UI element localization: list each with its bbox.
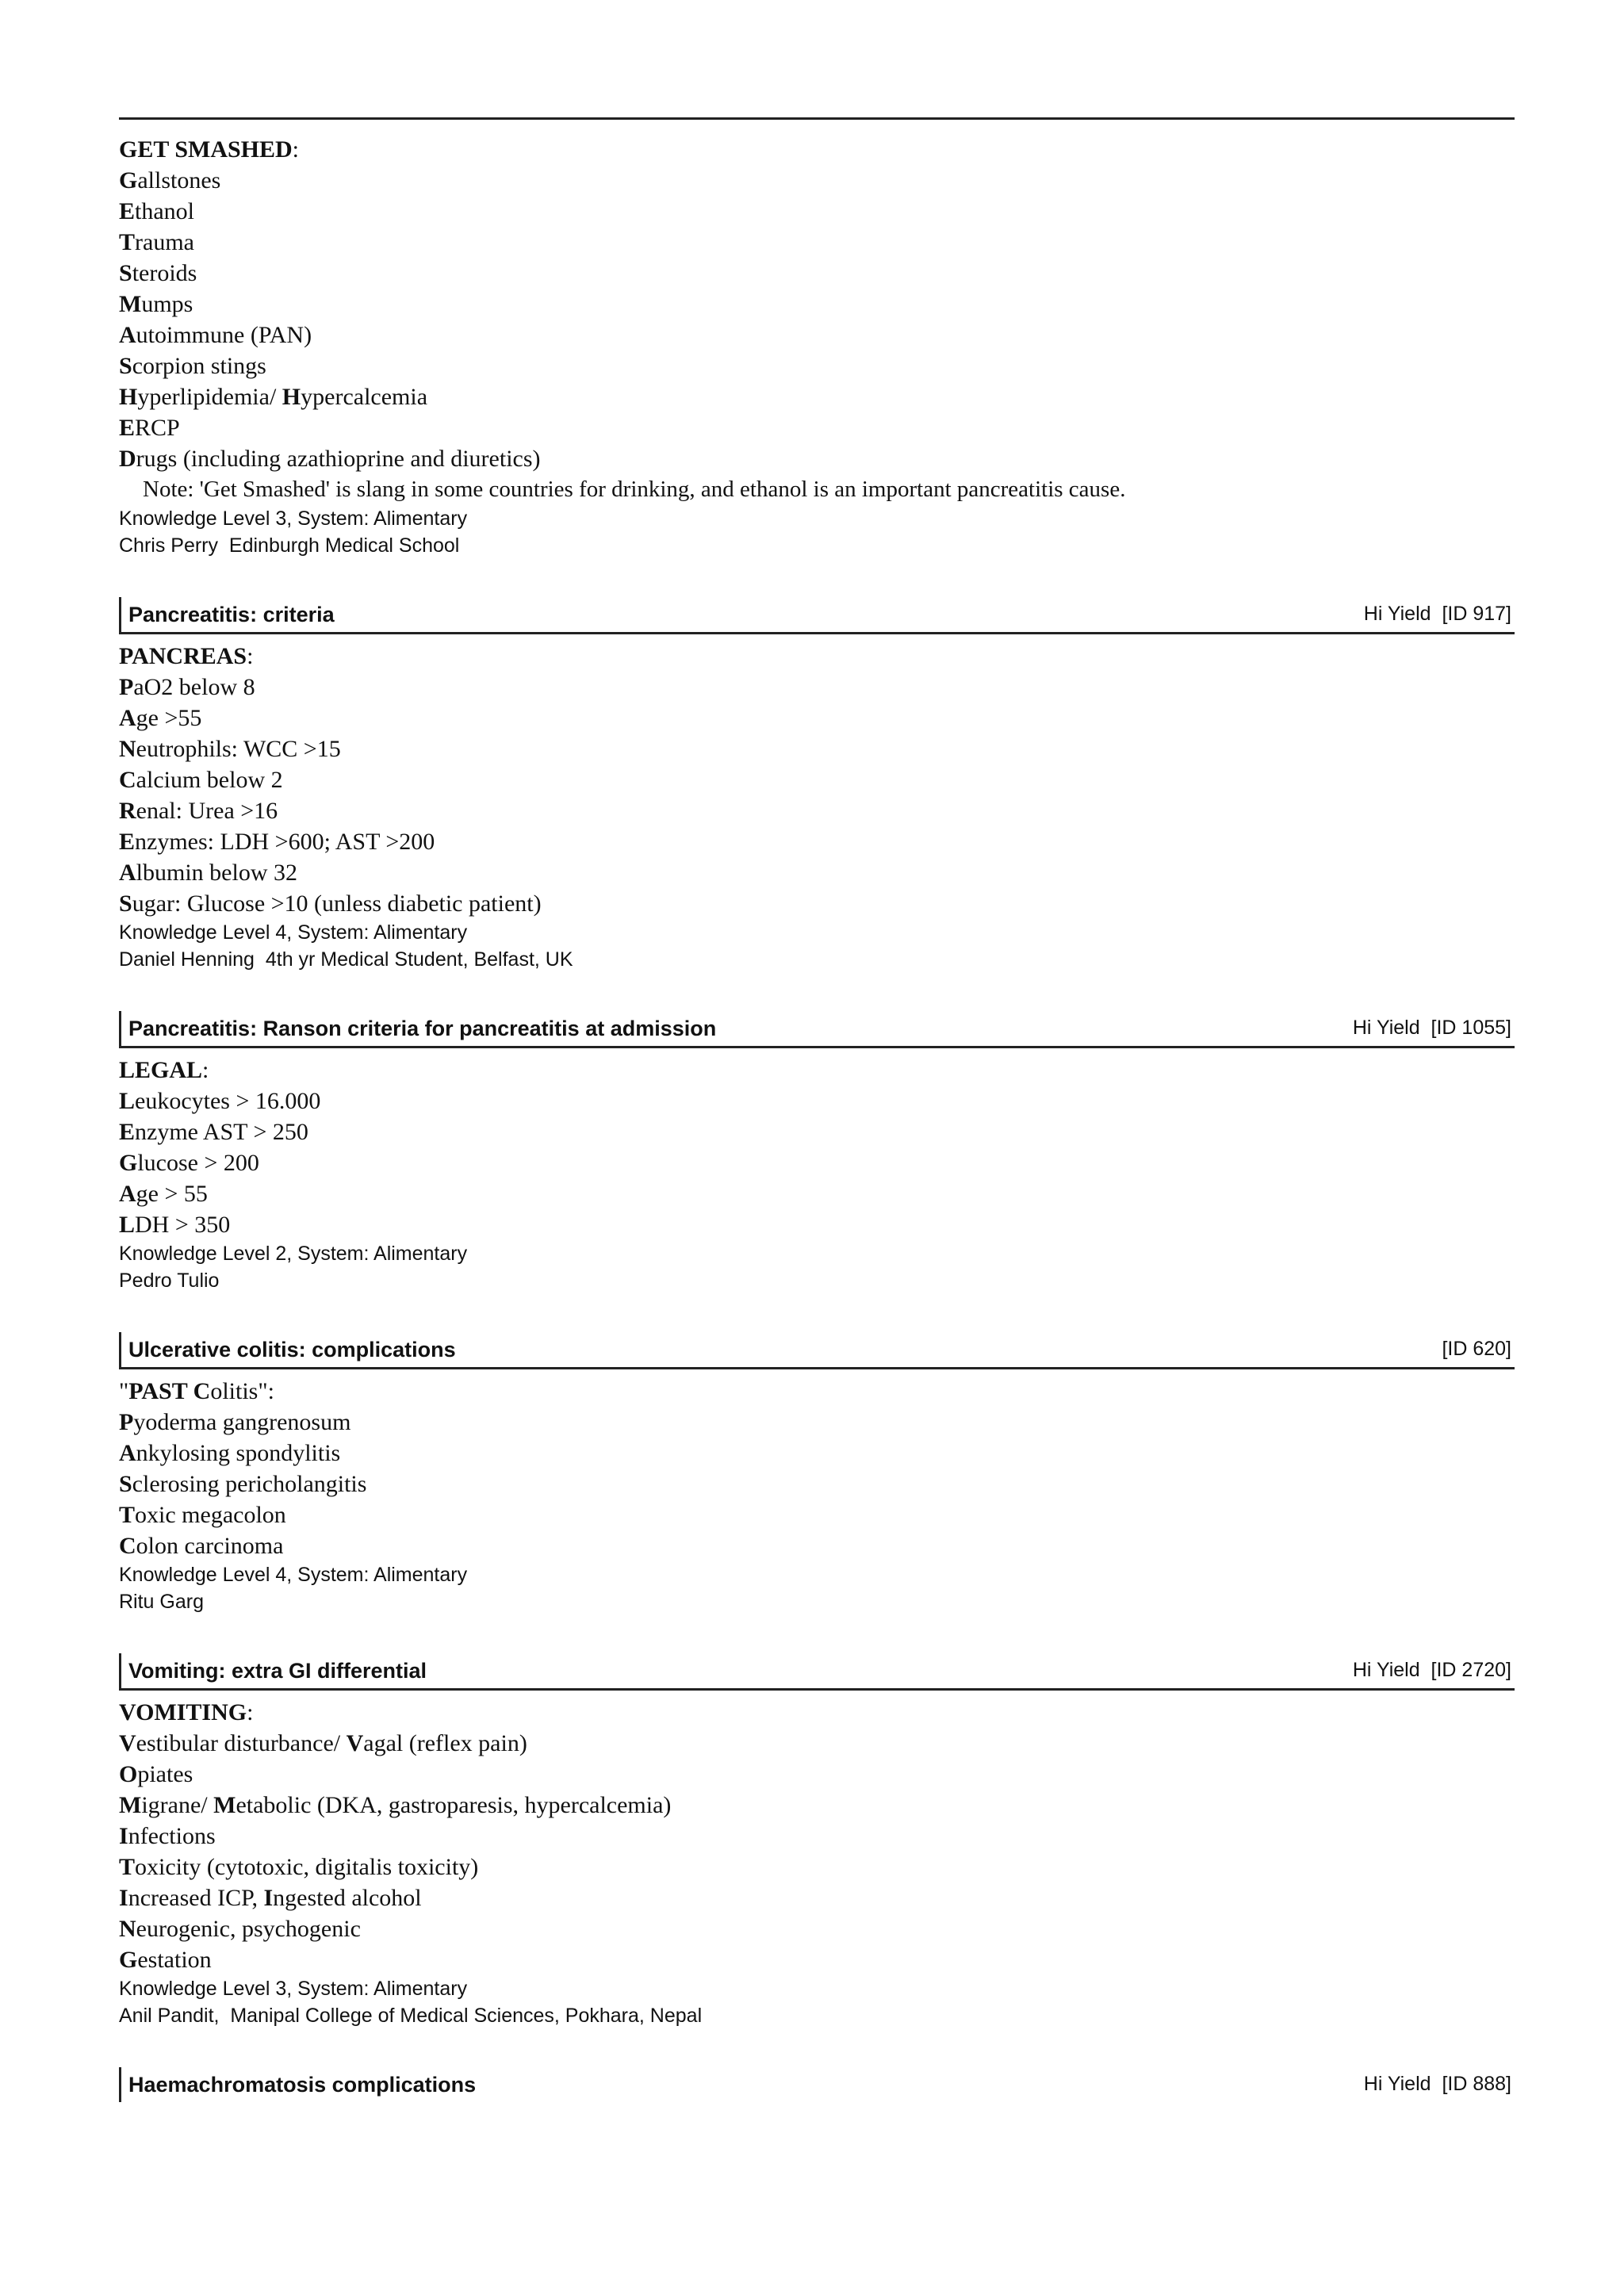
entry-body	[119, 1691, 1515, 2029]
entry-body	[119, 1369, 1515, 1615]
mnemonic-item	[119, 1438, 1515, 1469]
item-letter: E	[119, 829, 136, 855]
item-text: olon carcinoma	[136, 1533, 284, 1559]
item-letter: M	[119, 291, 142, 317]
item-text: ngested alcohol	[273, 1885, 422, 1911]
item-letter: T	[119, 229, 136, 255]
item-text: eurogenic, psychogenic	[136, 1916, 361, 1942]
item-text: umps	[141, 291, 193, 317]
item-text: nzymes: LDH >600; AST >200	[135, 829, 435, 855]
item-text: ugar: Glucose >10 (unless diabetic patient)	[132, 890, 542, 917]
item-text: yperlipidemia/	[137, 384, 282, 410]
item-letter: N	[119, 736, 136, 762]
item-text: DH > 350	[135, 1212, 231, 1238]
item-text: ge >55	[136, 705, 202, 731]
item-letter: E	[119, 198, 136, 224]
mnemonic-item	[119, 888, 1515, 919]
entries-list	[119, 128, 1515, 2108]
mnemonic-item	[119, 1178, 1515, 1209]
mnemonic-item	[119, 165, 1515, 196]
entry-title: Haemachromatosis complications	[128, 2073, 477, 2097]
entry-author: Anil Pandit, Manipal College of Medical Sciences, Pokhara, Nepal	[119, 2005, 703, 2027]
item-letter: A	[119, 1181, 136, 1207]
mnemonic-item	[119, 412, 1515, 443]
mnemonic-item	[119, 1469, 1515, 1499]
item-letter: C	[119, 1533, 136, 1559]
item-letter: S	[119, 1471, 132, 1497]
mnemonic-keyword: PAST C	[128, 1378, 211, 1404]
mnemonic-item	[119, 289, 1515, 320]
mnemonic-suffix: :	[247, 643, 254, 669]
mnemonic-entry	[119, 1332, 1515, 1615]
item-letter: H	[282, 384, 301, 410]
item-letter: O	[119, 1761, 138, 1787]
item-letter: M	[213, 1792, 236, 1818]
item-text: ge > 55	[136, 1181, 208, 1207]
mnemonic-suffix: olitis":	[210, 1378, 274, 1404]
item-letter: D	[119, 446, 136, 472]
item-text: aO2 below 8	[133, 674, 255, 700]
item-text: piates	[137, 1761, 193, 1787]
mnemonic-item	[119, 672, 1515, 703]
item-text: rugs (including azathioprine and diuretics)	[136, 446, 541, 472]
mnemonic-item	[119, 1209, 1515, 1240]
mnemonic-item	[119, 733, 1515, 764]
item-letter: G	[119, 1150, 138, 1176]
mnemonic-keyword: VOMITING	[119, 1699, 247, 1725]
item-letter: A	[119, 1440, 136, 1466]
entry-badge: [ID 620]	[1442, 1338, 1511, 1360]
mnemonic-item	[119, 1407, 1515, 1438]
mnemonic-item	[119, 1913, 1515, 1944]
item-text: utoimmune (PAN)	[136, 322, 312, 348]
mnemonic-item	[119, 320, 1515, 350]
knowledge-level: Knowledge Level 4, System: Alimentary	[119, 1564, 468, 1586]
item-text: agal (reflex pain)	[363, 1730, 527, 1756]
item-text: corpion stings	[132, 353, 266, 379]
item-text: etabolic (DKA, gastroparesis, hypercalcemia)	[236, 1792, 672, 1818]
item-text: lucose > 200	[137, 1150, 259, 1176]
entry-body	[119, 2102, 1515, 2108]
entry-title: Ulcerative colitis: complications	[128, 1338, 456, 1361]
entry-author: Ritu Garg	[119, 1591, 204, 1613]
mnemonic-item	[119, 227, 1515, 258]
mnemonic-item	[119, 1852, 1515, 1882]
item-letter: G	[119, 1947, 138, 1973]
item-text: alcium below 2	[136, 767, 283, 793]
item-text: thanol	[135, 198, 195, 224]
item-text: clerosing pericholangitis	[132, 1471, 367, 1497]
mnemonic-suffix: :	[202, 1057, 209, 1083]
entry-body	[119, 128, 1515, 559]
item-text: rauma	[135, 229, 194, 255]
document-page	[119, 117, 1515, 2147]
mnemonic-item	[119, 1086, 1515, 1116]
knowledge-level: Knowledge Level 4, System: Alimentary	[119, 921, 468, 944]
mnemonic-keyword: PANCREAS	[119, 643, 247, 669]
mnemonic-heading	[119, 134, 1515, 165]
item-letter: A	[119, 860, 136, 886]
item-text: nkylosing spondylitis	[136, 1440, 341, 1466]
entry-note: Note: 'Get Smashed' is slang in some countries for drinking, and ethanol is an important pancreatitis cause.	[143, 477, 1126, 502]
entry-header	[119, 1653, 1515, 1691]
mnemonic-item	[119, 826, 1515, 857]
mnemonic-item	[119, 1821, 1515, 1852]
mnemonic-item	[119, 857, 1515, 888]
item-letter: T	[119, 1502, 136, 1528]
item-text: teroids	[132, 260, 197, 286]
mnemonic-item	[119, 1499, 1515, 1530]
entry-body	[119, 634, 1515, 973]
mnemonic-item	[119, 1882, 1515, 1913]
mnemonic-item	[119, 795, 1515, 826]
item-letter: V	[346, 1730, 364, 1756]
item-letter: E	[119, 1119, 136, 1145]
item-letter: A	[119, 705, 136, 731]
entry-author: Pedro Tulio	[119, 1270, 220, 1292]
mnemonic-suffix: :	[292, 136, 300, 163]
entry-body	[119, 1048, 1515, 1294]
mnemonic-suffix: :	[247, 1699, 254, 1725]
mnemonic-heading	[119, 1697, 1515, 1728]
mnemonic-item	[119, 1116, 1515, 1147]
knowledge-level: Knowledge Level 2, System: Alimentary	[119, 1243, 468, 1265]
item-text: oxicity (cytotoxic, digitalis toxicity)	[135, 1854, 479, 1880]
top-rule	[119, 117, 1515, 120]
item-letter: S	[119, 353, 132, 379]
item-letter: I	[119, 1885, 128, 1911]
mnemonic-item	[119, 443, 1515, 474]
item-letter: N	[119, 1916, 136, 1942]
item-text: allstones	[137, 167, 221, 193]
item-letter: R	[119, 798, 136, 824]
mnemonic-entry	[119, 128, 1515, 559]
item-letter: L	[119, 1088, 136, 1114]
mnemonic-item	[119, 764, 1515, 795]
entry-badge: Hi Yield [ID 2720]	[1352, 1659, 1511, 1681]
mnemonic-item	[119, 196, 1515, 227]
item-text: ypercalcemia	[301, 384, 428, 410]
entry-author: Daniel Henning 4th yr Medical Student, Belfast, UK	[119, 948, 573, 971]
entry-header	[119, 1332, 1515, 1369]
mnemonic-item	[119, 350, 1515, 381]
mnemonic-item	[119, 381, 1515, 412]
item-text: yoderma gangrenosum	[133, 1409, 351, 1435]
entry-header	[119, 1011, 1515, 1048]
mnemonic-keyword: GET SMASHED	[119, 136, 293, 163]
mnemonic-item	[119, 1759, 1515, 1790]
mnemonic-item	[119, 1147, 1515, 1178]
item-text: nfections	[128, 1823, 216, 1849]
item-letter: P	[119, 674, 134, 700]
item-text: estation	[137, 1947, 212, 1973]
item-text: estibular disturbance/	[136, 1730, 347, 1756]
entry-header	[119, 2067, 1515, 2102]
item-text: nzyme AST > 250	[135, 1119, 308, 1145]
item-letter: V	[119, 1730, 136, 1756]
item-text: RCP	[135, 415, 180, 441]
item-text: eukocytes > 16.000	[135, 1088, 321, 1114]
item-letter: A	[119, 322, 136, 348]
entry-title: Pancreatitis: Ranson criteria for pancreatitis at admission	[128, 1017, 717, 1040]
item-letter: H	[119, 384, 138, 410]
item-letter: S	[119, 890, 132, 917]
mnemonic-entry	[119, 1653, 1515, 2029]
item-text: ncreased ICP,	[128, 1885, 264, 1911]
item-letter: L	[119, 1212, 136, 1238]
item-letter: T	[119, 1854, 136, 1880]
mnemonic-heading	[119, 1055, 1515, 1086]
item-text: oxic megacolon	[135, 1502, 286, 1528]
item-letter: M	[119, 1792, 142, 1818]
entry-title: Pancreatitis: criteria	[128, 603, 335, 626]
entry-badge: Hi Yield [ID 1055]	[1352, 1017, 1511, 1039]
mnemonic-entry	[119, 597, 1515, 973]
mnemonic-item	[119, 1790, 1515, 1821]
entry-header	[119, 597, 1515, 634]
knowledge-level: Knowledge Level 3, System: Alimentary	[119, 1978, 468, 2000]
mnemonic-item	[119, 703, 1515, 733]
entry-author: Chris Perry Edinburgh Medical School	[119, 534, 460, 557]
item-letter: I	[119, 1823, 128, 1849]
mnemonic-heading	[119, 641, 1515, 672]
mnemonic-item	[119, 1944, 1515, 1975]
entry-title: Vomiting: extra GI differential	[128, 1659, 427, 1683]
item-text: eutrophils: WCC >15	[136, 736, 341, 762]
item-text: lbumin below 32	[136, 860, 297, 886]
item-letter: E	[119, 415, 136, 441]
mnemonic-item	[119, 258, 1515, 289]
mnemonic-entry	[119, 2067, 1515, 2108]
item-letter: S	[119, 260, 132, 286]
entry-badge: Hi Yield [ID 917]	[1363, 603, 1511, 625]
mnemonic-item	[119, 1530, 1515, 1561]
item-text: enal: Urea >16	[136, 798, 278, 824]
item-letter: G	[119, 167, 138, 193]
item-letter: C	[119, 767, 136, 793]
mnemonic-prefix: "	[119, 1378, 129, 1404]
mnemonic-heading	[119, 1376, 1515, 1407]
mnemonic-keyword: LEGAL	[119, 1057, 203, 1083]
item-letter: I	[263, 1885, 274, 1911]
entry-badge: Hi Yield [ID 888]	[1363, 2073, 1511, 2095]
mnemonic-entry	[119, 1011, 1515, 1294]
item-letter: P	[119, 1409, 134, 1435]
mnemonic-item	[119, 1728, 1515, 1759]
item-text: igrane/	[141, 1792, 214, 1818]
knowledge-level: Knowledge Level 3, System: Alimentary	[119, 507, 468, 530]
